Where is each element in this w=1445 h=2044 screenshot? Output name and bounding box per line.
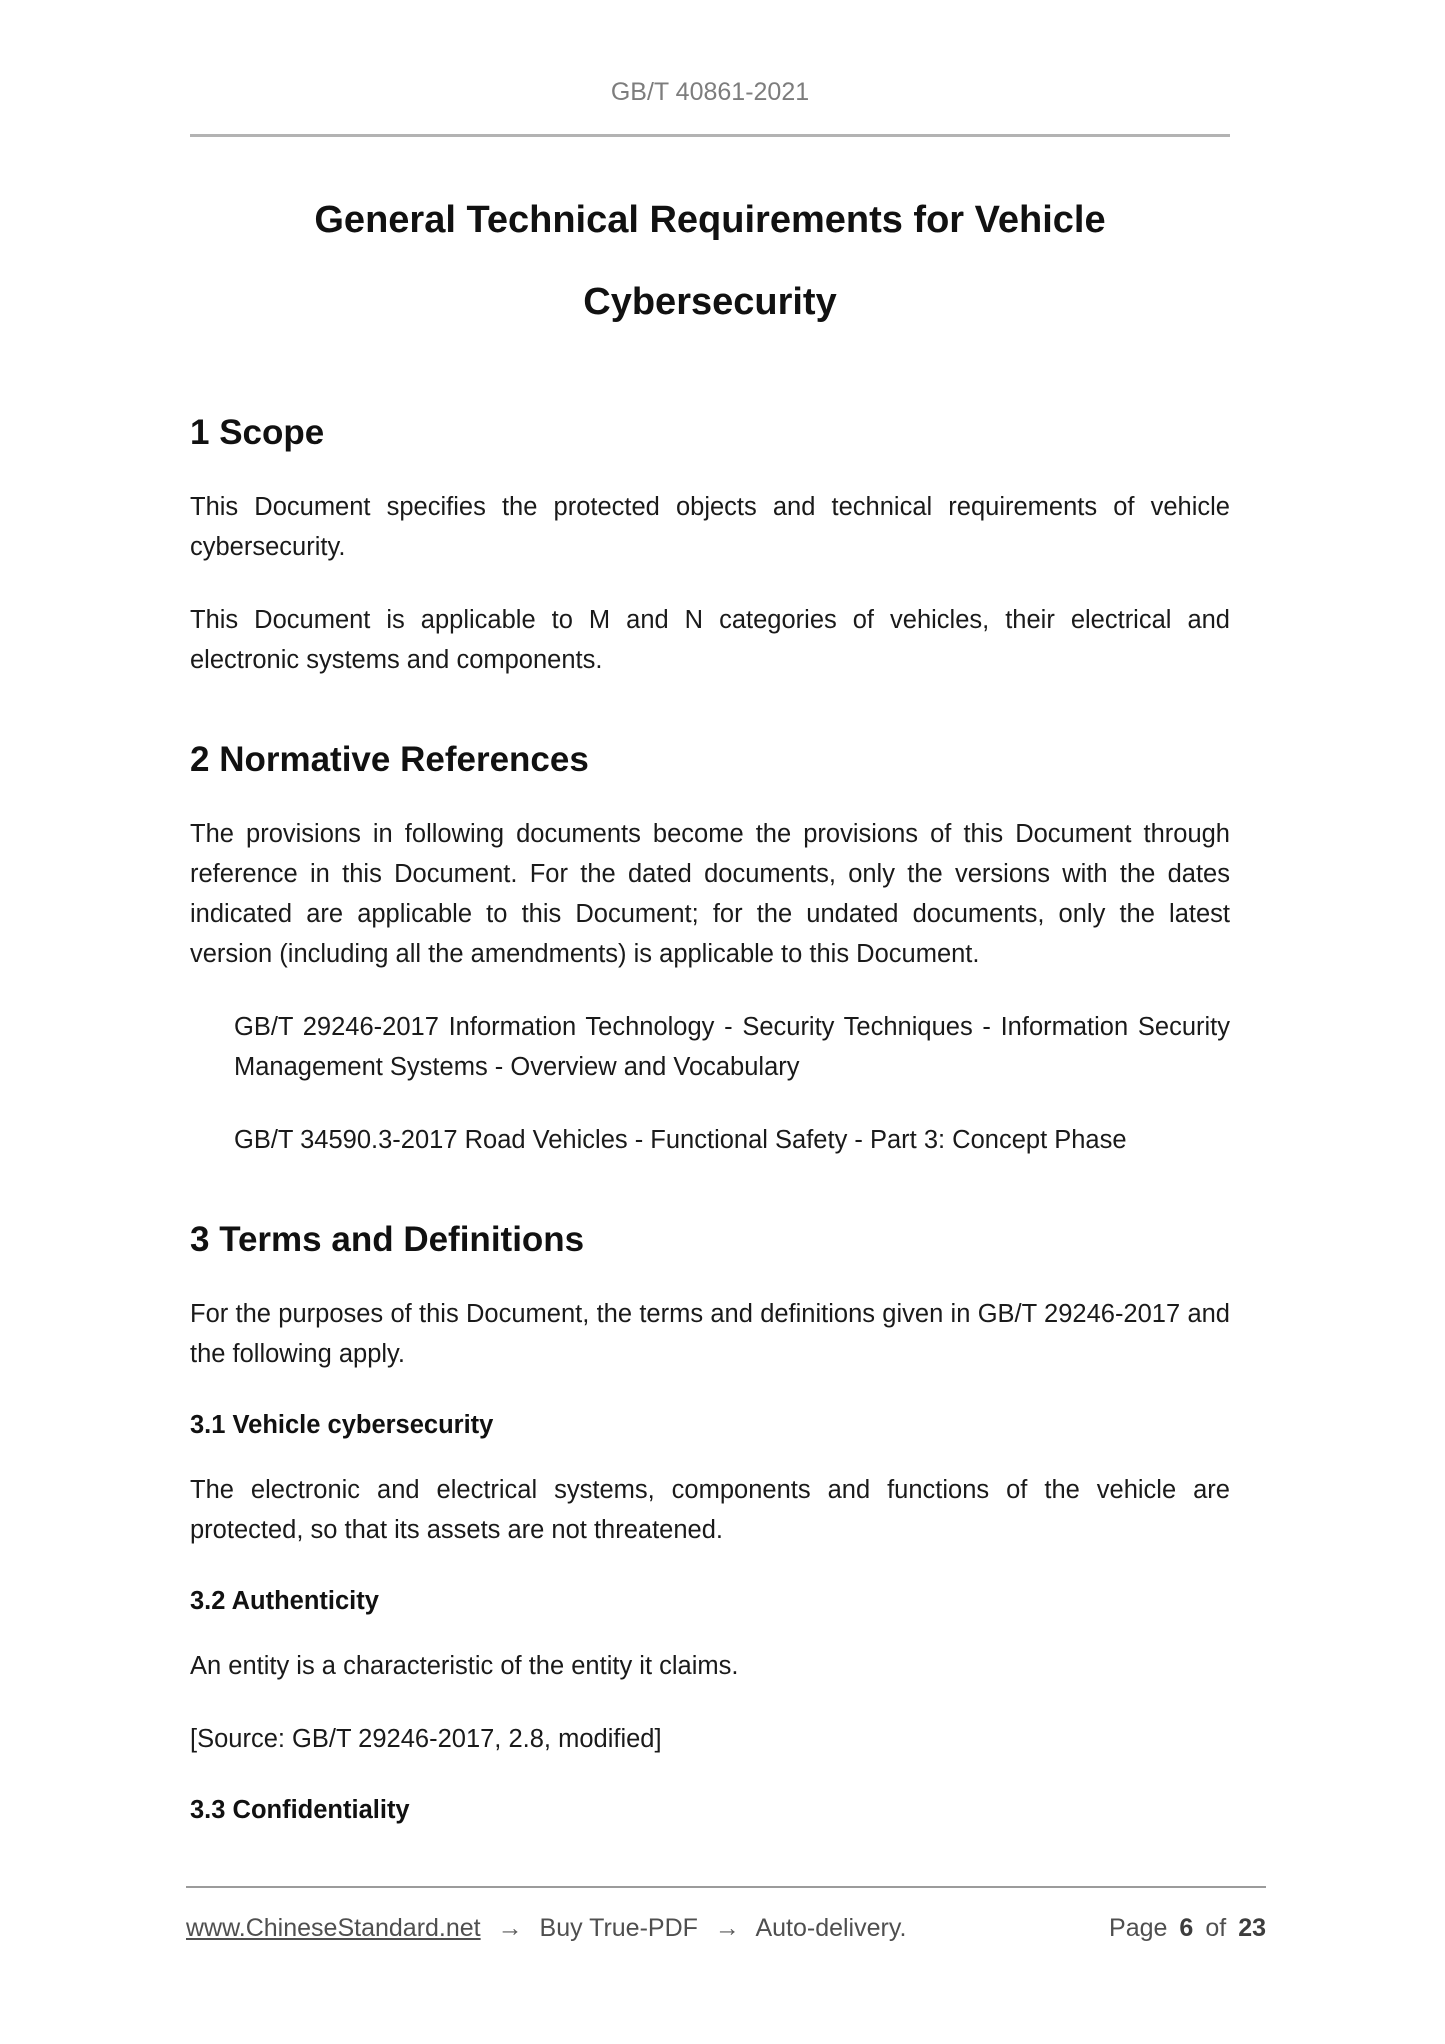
scope-paragraph-1: This Document specifies the protected objects and technical requirements of vehicle cybersecurity. xyxy=(190,493,1230,561)
footer-delivery-text: Auto-delivery. xyxy=(755,1914,907,1942)
term-body-authenticity: An entity is a characteristic of the entity it claims. xyxy=(190,1652,739,1680)
footer-buy-text: Buy True-PDF xyxy=(539,1914,698,1942)
doc-number: GB/T 40861-2021 xyxy=(610,78,810,106)
normative-reference-2: GB/T 34590.3-2017 Road Vehicles - Functional Safety - Part 3: Concept Phase xyxy=(234,1126,1127,1154)
footer-left xyxy=(186,1914,906,1943)
section-heading-terms-definitions: 3 Terms and Definitions xyxy=(190,1220,585,1259)
page-of-label: of xyxy=(1205,1914,1227,1942)
page-content xyxy=(190,0,1230,1855)
chinesestandard-link[interactable]: www.ChineseStandard.net xyxy=(186,1914,481,1942)
term-body-vehicle-cybersecurity: The electronic and electrical systems, components and functions of the vehicle are protected, so that its assets are not threatened. xyxy=(190,1476,1230,1544)
term-heading-authenticity: 3.2 Authenticity xyxy=(190,1587,379,1615)
doc-title-line1: General Technical Requirements for Vehicle xyxy=(314,199,1106,241)
section-heading-scope: 1 Scope xyxy=(190,413,325,452)
page-indicator xyxy=(1109,1914,1266,1943)
normative-reference-1: GB/T 29246-2017 Information Technology - Security Techniques - Information Security Management Systems - Overview and Vocabulary xyxy=(234,1013,1230,1081)
page-footer xyxy=(186,1886,1266,1943)
term-heading-vehicle-cybersecurity: 3.1 Vehicle cybersecurity xyxy=(190,1411,494,1439)
arrow-right-icon: → xyxy=(714,1914,740,1942)
scope-paragraph-2: This Document is applicable to M and N categories of vehicles, their electrical and electronic systems and components. xyxy=(190,606,1230,674)
term-source-authenticity: [Source: GB/T 29246-2017, 2.8, modified] xyxy=(190,1725,662,1753)
page-label: Page xyxy=(1109,1914,1168,1942)
page-total: 23 xyxy=(1238,1914,1266,1942)
section-heading-normative-references: 2 Normative References xyxy=(190,740,589,779)
doc-title-line2: Cybersecurity xyxy=(583,281,837,323)
term-heading-confidentiality: 3.3 Confidentiality xyxy=(190,1796,410,1824)
page-current: 6 xyxy=(1179,1914,1194,1942)
arrow-right-icon: → xyxy=(497,1914,523,1942)
normative-intro-paragraph: The provisions in following documents become the provisions of this Document through reference in this Document. For the dated documents, only the versions with the dates indicated are applicable to this Document; for the undated documents, only the latest version (including all the amendments) is applicable to this Document. xyxy=(190,820,1230,968)
header-rule xyxy=(190,134,1230,137)
terms-intro-paragraph: For the purposes of this Document, the terms and definitions given in GB/T 29246-2017 and the following apply. xyxy=(190,1300,1230,1368)
